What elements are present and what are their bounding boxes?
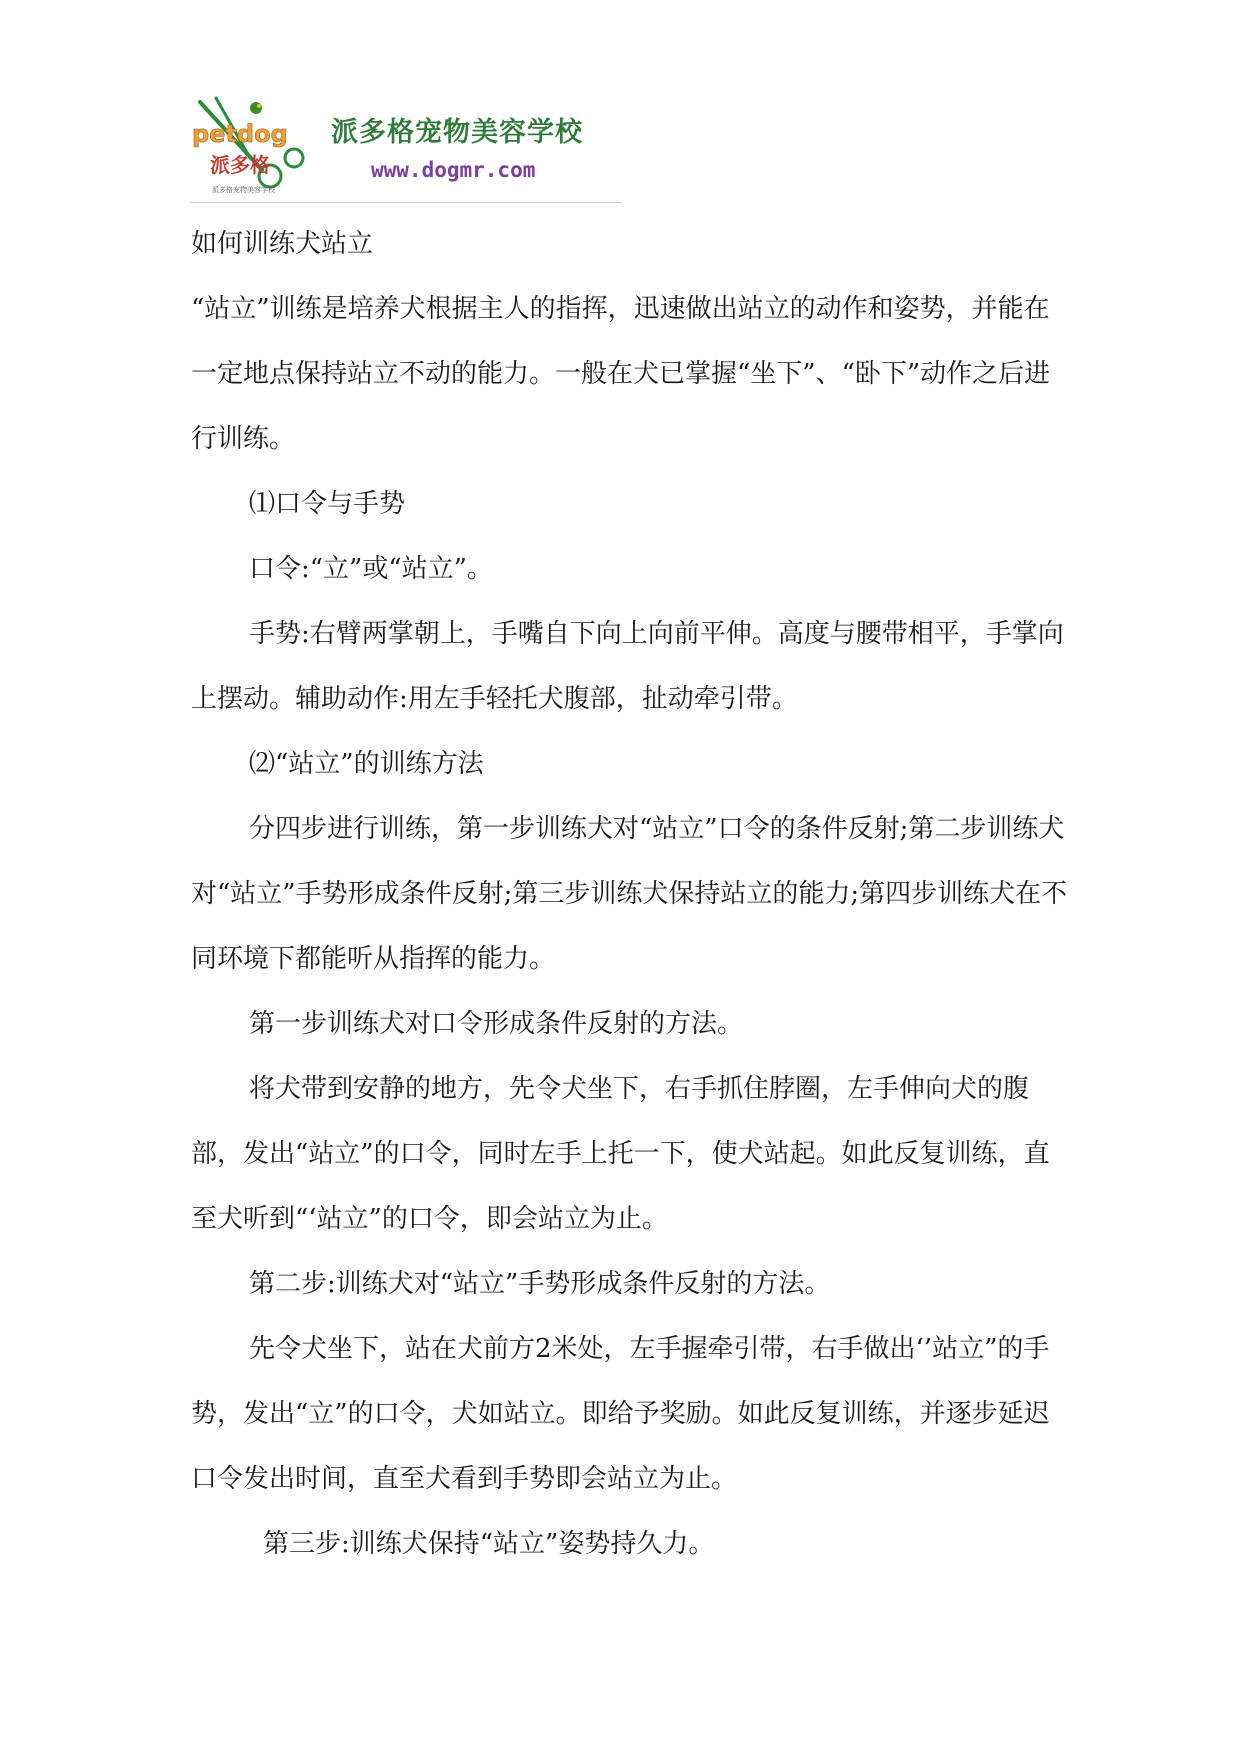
paragraph: 先令犬坐下，站在犬前方2米处，左手握牵引带，右手做出‘’站立”的手势，发出“立”的口令，犬如站立。即给予奖励。如此反复训练，并逐步延迟口令发出时间，直至犬看到手势即会站立为止。 — [191, 1334, 1050, 1494]
article-body — [191, 212, 1071, 1577]
article-title: 如何训练犬站立 — [191, 229, 374, 259]
page-header — [190, 96, 622, 203]
logo-petdog-text: petdog — [192, 120, 288, 148]
paragraph: “站立”训练是培养犬根据主人的指挥，迅速做出站立的动作和姿势，并能在一定地点保持站立不动的能力。一般在犬已掌握“坐下”、“卧下”动作之后进行训练。 — [191, 294, 1051, 454]
paragraph: 第一步训练犬对口令形成条件反射的方法。 — [249, 1009, 744, 1039]
paragraph: 第三步:训练犬保持“站立”姿势持久力。 — [263, 1529, 715, 1559]
school-url: www.dogmr.com — [371, 158, 536, 182]
section-heading: ⑵“站立”的训练方法 — [249, 749, 484, 779]
paragraph: 手势:右臂两掌朝上，手嘴自下向上向前平伸。高度与腰带相平，手掌向上摆动。辅助动作:用左手轻托犬腹部，扯动牵引带。 — [191, 619, 1064, 714]
section-heading: ⑴口令与手势 — [249, 489, 406, 519]
logo-caption-text: 派多格宠物美容学校 — [212, 186, 275, 194]
paragraph: 口令:“立”或“站立”。 — [249, 554, 493, 584]
school-name: 派多格宠物美容学校 — [331, 117, 583, 148]
paragraph: 分四步进行训练，第一步训练犬对“站立”口令的条件反射;第二步训练犬对“站立”手势形成条件反射;第三步训练犬保持站立的能力;第四步训练犬在不同环境下都能听从指挥的能力。 — [191, 814, 1068, 974]
paragraph: 第二步:训练犬对“站立”手势形成条件反射的方法。 — [249, 1269, 831, 1299]
paragraph: 将犬带到安静的地方，先令犬坐下，右手抓住脖圈，左手伸向犬的腹部，发出“站立”的口令，同时左手上托一下，使犬站起。如此反复训练，直至犬听到“‘站立”的口令，即会站立为止。 — [191, 1074, 1050, 1234]
logo-chinese-text: 派多格 — [210, 153, 270, 177]
petdog-logo-emblem — [190, 96, 310, 200]
